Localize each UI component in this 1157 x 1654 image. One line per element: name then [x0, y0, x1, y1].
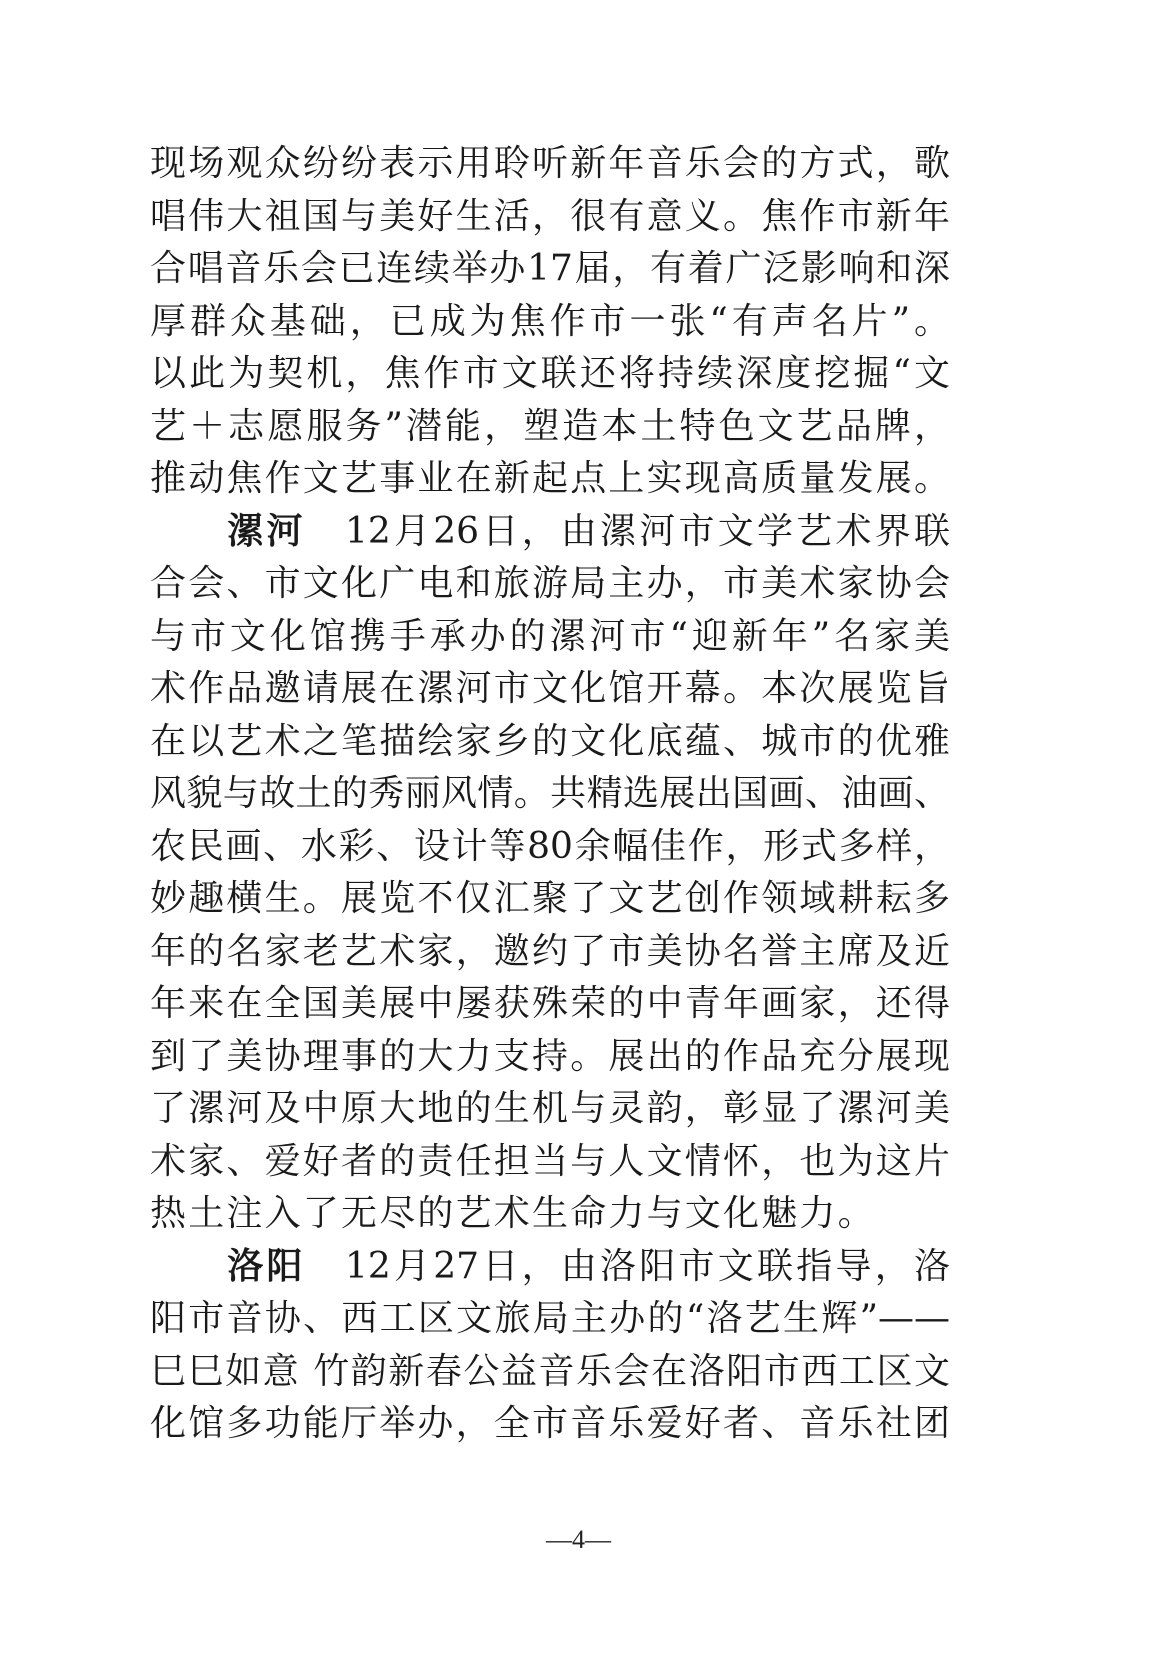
- text-line: 合会、市文化广电和旅游局主办，市美术家协会: [150, 563, 950, 604]
- text-line: 唱伟大祖国与美好生活，很有意义。焦作市新年: [150, 195, 950, 237]
- text-line: 术作品邀请展在漯河市文化馆开幕。本次展览旨: [150, 668, 950, 709]
- text-line: 了漯河及中原大地的生机与灵韵，彰显了漯河美: [150, 1088, 950, 1129]
- text-line: 风貌与故土的秀丽风情。共精选展出国画、油画、: [150, 773, 950, 814]
- text-line-rest: 12月27日，由洛阳市文联指导，洛: [344, 1245, 950, 1287]
- text-line: 厚群众基础，已成为焦作市一张“有声名片”。: [150, 300, 950, 342]
- text-line: 妙趣横生。展览不仅汇聚了文艺创作领域耕耘多: [150, 878, 950, 919]
- text-line: 热土注入了无尽的艺术生命力与文化魅力。: [150, 1193, 876, 1234]
- text-line: 年来在全国美展中屡获殊荣的中青年画家，还得: [150, 983, 950, 1024]
- text-line: 在以艺术之笔描绘家乡的文化底蕴、城市的优雅: [150, 720, 950, 762]
- paragraph-luohe: [150, 506, 950, 1241]
- paragraph-lead-city: 漯河: [224, 510, 306, 552]
- page-number: —4—: [546, 1525, 611, 1554]
- text-line-rest: 12月26日，由漯河市文学艺术界联: [344, 510, 950, 552]
- text-line: 与市文化馆携手承办的漯河市“迎新年”名家美: [150, 615, 950, 657]
- text-line-first: [150, 1241, 950, 1294]
- text-line: 以此为契机，焦作市文联还将持续深度挖掘“文: [150, 353, 950, 394]
- text-line: 术家、爱好者的责任担当与人文情怀，也为这片: [150, 1140, 950, 1182]
- text-line: 阳市音协、西工区文旅局主办的“洛艺生辉”——: [150, 1298, 950, 1339]
- paragraph-luoyang: [150, 1241, 950, 1451]
- text-line: 巳巳如意 竹韵新春公益音乐会在洛阳市西工区文: [150, 1350, 950, 1392]
- text-line: 合唱音乐会已连续举办17届，有着广泛影响和深: [150, 248, 950, 289]
- text-line: 年的名家老艺术家，邀约了市美协名誉主席及近: [150, 930, 950, 972]
- paragraph-lead-city: 洛阳: [224, 1245, 306, 1287]
- text-line: 推动焦作文艺事业在新起点上实现高质量发展。: [150, 458, 953, 499]
- text-line: 到了美协理事的大力支持。展出的作品充分展现: [150, 1035, 950, 1077]
- body-text: [150, 138, 953, 1451]
- paragraph-jiaozuo: [150, 138, 953, 506]
- text-line: 现场观众纷纷表示用聆听新年音乐会的方式，歌: [150, 143, 950, 184]
- text-line: 化馆多功能厅举办，全市音乐爱好者、音乐社团: [150, 1403, 950, 1444]
- text-line: 农民画、水彩、设计等80余幅佳作，形式多样，: [150, 825, 950, 867]
- text-line-first: [150, 506, 950, 559]
- text-line: 艺＋志愿服务”潜能，塑造本土特色文艺品牌，: [150, 405, 950, 447]
